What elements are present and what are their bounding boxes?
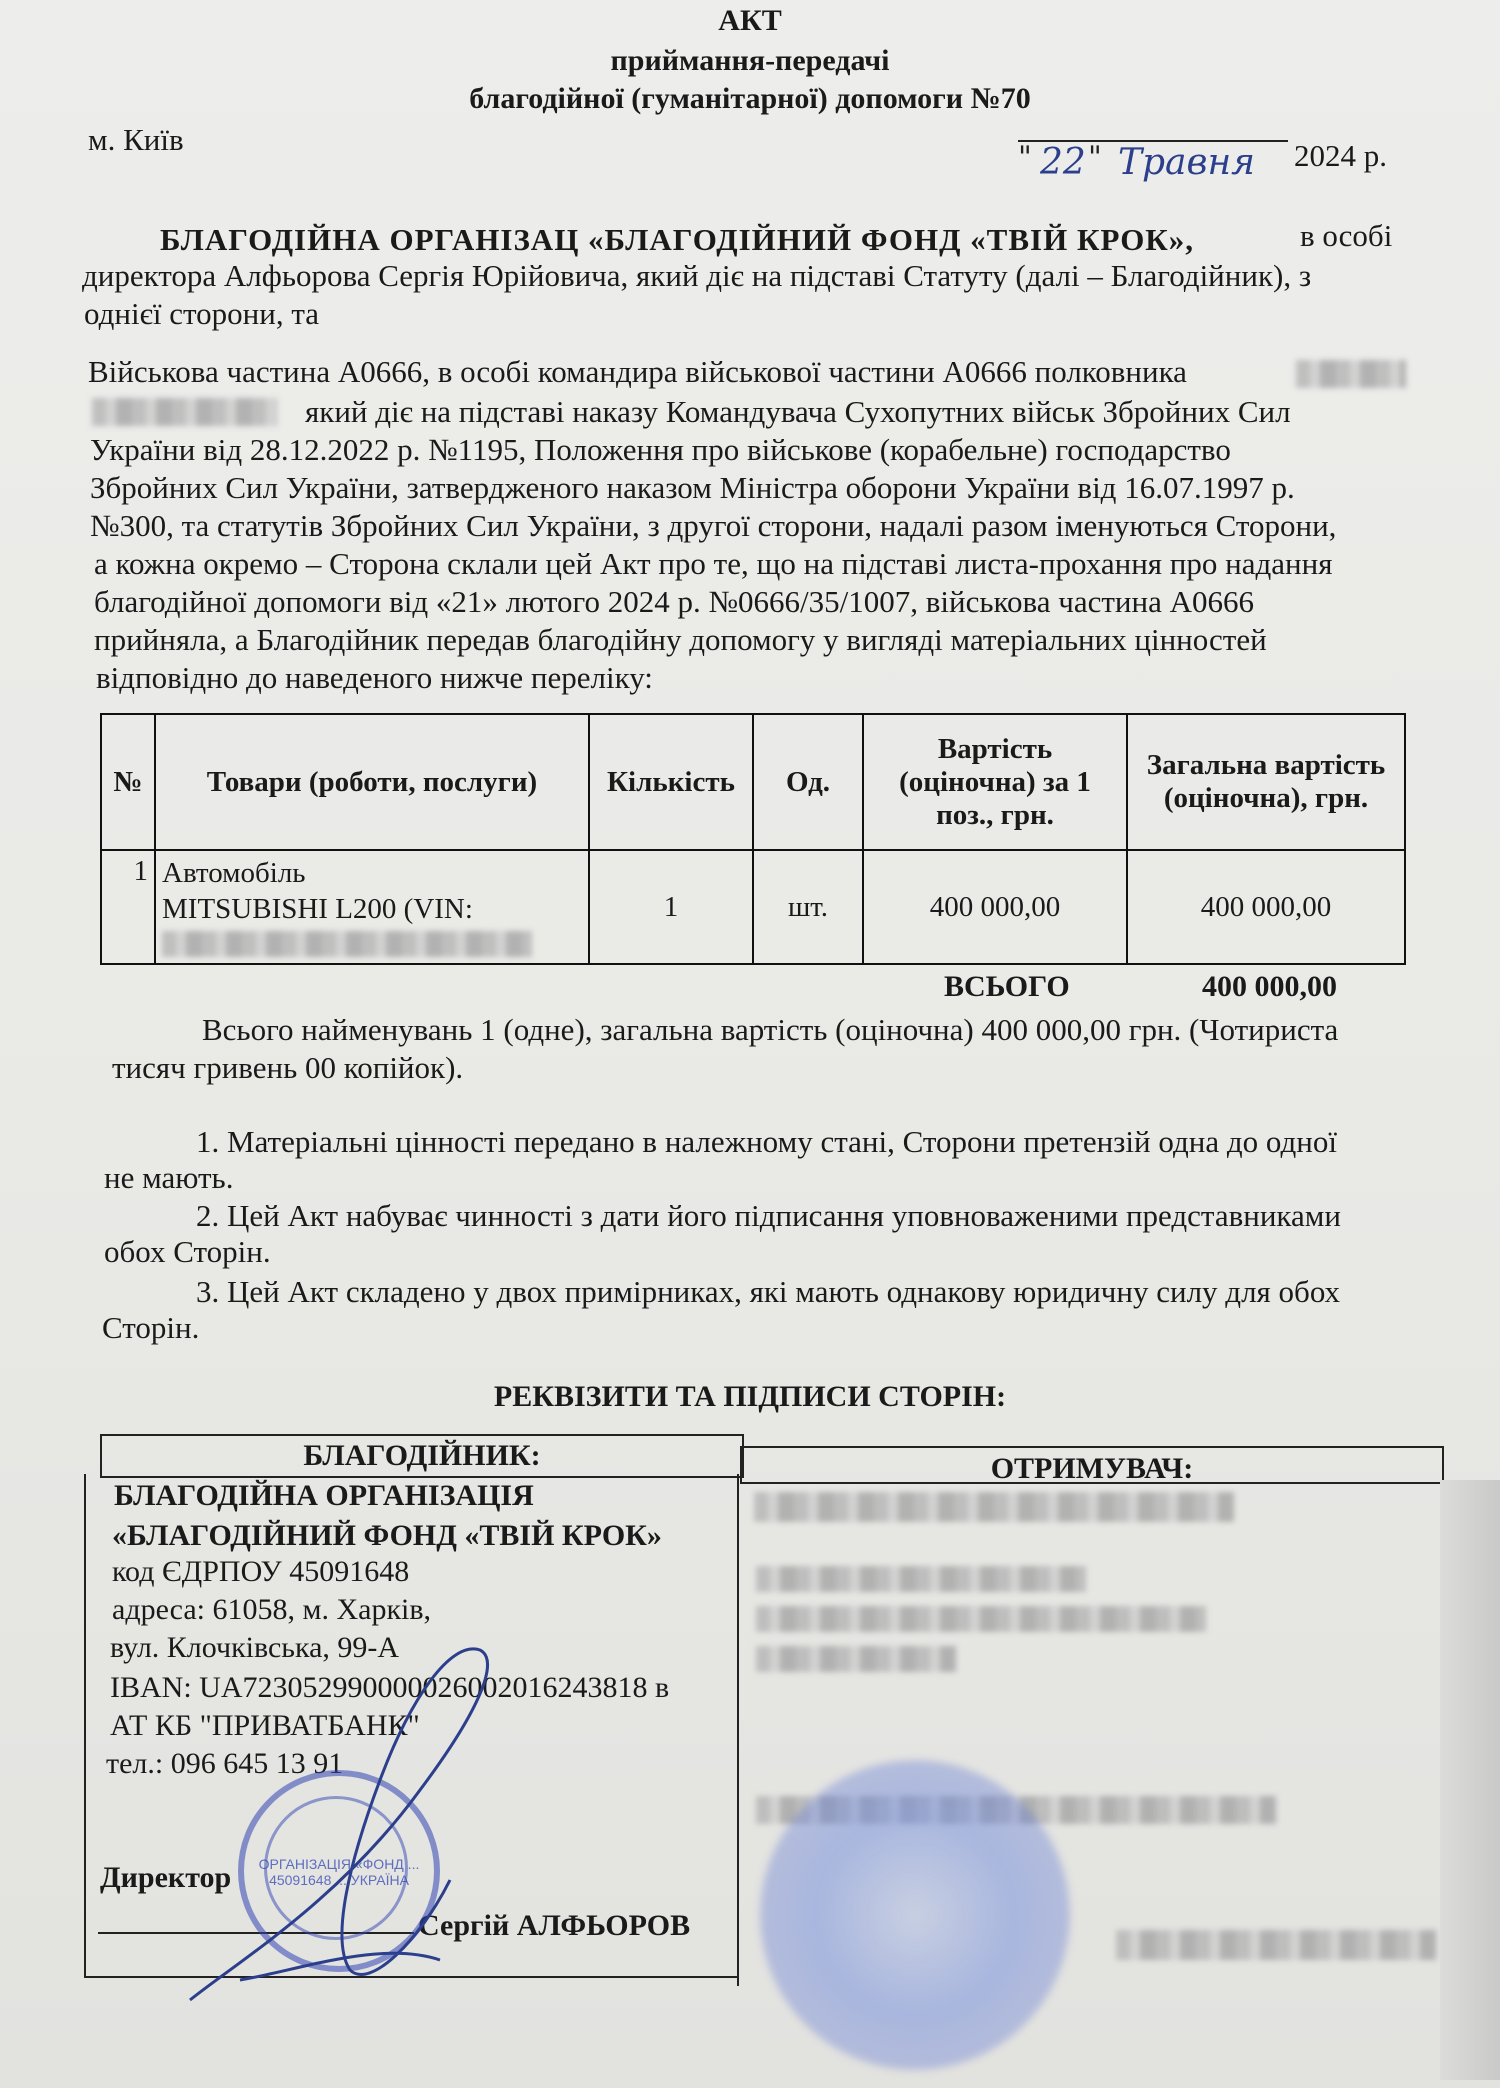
donor-bank: АТ КБ "ПРИВАТБАНК" — [110, 1709, 420, 1742]
paragraph2-line6: а кожна окремо – Сторона склали цей Акт про те, що на підставі листа-прохання про надання — [94, 546, 1333, 581]
total-value: 400 000,00 — [1202, 970, 1337, 1003]
date-quote-close: " — [1088, 140, 1102, 175]
requisites-title: РЕКВІЗИТИ ТА ПІДПИСИ СТОРІН: — [493, 1380, 1007, 1413]
donor-header-box — [100, 1434, 744, 1478]
col-header-unit-price: Вартість (оціночна) за 1 поз., грн. — [863, 714, 1127, 850]
donor-name-line1: БЛАГОДІЙНА ОРГАНІЗАЦІЯ — [114, 1479, 534, 1512]
clause-2-cont: обох Сторін. — [104, 1234, 271, 1269]
redacted-name-2 — [92, 398, 277, 426]
clause-1-cont: не мають. — [104, 1160, 234, 1195]
donor-signer: Сергій АЛФЬОРОВ — [418, 1909, 691, 1942]
items-table — [100, 713, 1406, 965]
row-unit: шт. — [753, 850, 863, 964]
donor-iban: IBAN: UA723052990000026002016243818 в — [110, 1671, 670, 1704]
paragraph2-line9: відповідно до наведеного нижче переліку: — [96, 660, 653, 695]
row-item — [155, 850, 589, 964]
col-header-unit: Од. — [753, 714, 863, 850]
paragraph2-line1: Військова частина А0666, в особі командира військової частини А0666 полковника — [88, 354, 1187, 389]
signature-scribble-icon — [180, 1640, 580, 2020]
paragraph1-line3: однієї сторони, та — [84, 296, 320, 331]
doc-title: АКТ — [718, 4, 782, 37]
row-total: 400 000,00 — [1127, 850, 1405, 964]
doc-subtitle: приймання-передачі — [610, 44, 890, 77]
clause-3: 3. Цей Акт складено у двох примірниках, які мають однакову юридичну силу для обох — [196, 1274, 1341, 1309]
row-price: 400 000,00 — [863, 850, 1127, 964]
doc-subtitle-2: благодійної (гуманітарної) допомоги №70 — [469, 82, 1031, 115]
paragraph2-line7: благодійної допомоги від «21» лютого 2024 р. №0666/35/1007, військова частина А0666 — [94, 584, 1254, 619]
redacted-recipient-code — [756, 1566, 1086, 1592]
page-edge — [1440, 1480, 1500, 2080]
donor-name-line2: «БЛАГОДІЙНИЙ ФОНД «ТВІЙ КРОК» — [112, 1519, 662, 1552]
donor-phone: тел.: 096 645 13 91 — [106, 1747, 344, 1780]
donor-heading: БЛАГОДІЙНИК: — [303, 1439, 541, 1472]
donor-address-1: адреса: 61058, м. Харків, — [112, 1593, 432, 1626]
donor-address-2: вул. Клочківська, 99-А — [110, 1631, 400, 1664]
col-header-number: № — [101, 714, 155, 850]
paragraph1-line1-end: в особі — [1300, 218, 1393, 253]
donor-code: код ЄДРПОУ 45091648 — [112, 1555, 410, 1588]
paragraph2-line5: №300, та статутів Збройних Сил України, з другої сторони, надалі разом іменуються Сторони, — [90, 508, 1337, 543]
col-header-item: Товари (роботи, послуги) — [155, 714, 589, 850]
paragraph2-line8: прийняла, а Благодійник передав благодійну допомогу у вигляді матеріальних цінностей — [94, 622, 1267, 657]
summary-line1: Всього найменувань 1 (одне), загальна вартість (оціночна) 400 000,00 грн. (Чотириста — [202, 1012, 1339, 1047]
redacted-recipient-name — [754, 1492, 1234, 1522]
paragraph2-line3: України від 28.12.2022 р. №1195, Положення про військове (корабельне) господарство — [90, 432, 1231, 467]
donor-left-border — [84, 1474, 86, 1978]
redacted-recipient-address — [756, 1606, 1206, 1632]
donor-name-bold: БЛАГОДІЙНА ОРГАНІЗАЦ «БЛАГОДІЙНИЙ ФОНД «ТВІЙ КРОК», — [160, 222, 1195, 257]
recipient-header-box — [740, 1446, 1444, 1484]
table-header-row — [101, 714, 1405, 850]
clause-3-cont: Сторін. — [102, 1310, 200, 1345]
paragraph1-line2: директора Алфьорова Сергія Юрійовича, який діє на підставі Статуту (далі – Благодійник), з — [82, 258, 1312, 293]
row-item-line2: MITSUBISHI L200 (VIN: — [162, 893, 473, 925]
col-header-total: Загальна вартість (оціночна), грн. — [1127, 714, 1405, 850]
redacted-recipient-city — [756, 1646, 956, 1672]
total-label: ВСЬОГО — [944, 970, 1070, 1003]
place: м. Київ — [88, 122, 184, 157]
row-number: 1 — [101, 850, 155, 964]
date-month: Травня — [1118, 142, 1256, 183]
date-day: 22 — [1040, 142, 1086, 183]
paragraph2-line2: який діє на підставі наказу Командувача Сухопутних військ Збройних Сил — [305, 394, 1291, 429]
row-item-line1: Автомобіль — [162, 857, 306, 889]
recipient-stamp-blurred — [760, 1760, 1070, 2070]
date-year: 2024 р. — [1294, 138, 1387, 173]
donor-role: Директор — [100, 1861, 232, 1894]
clause-1: 1. Матеріальні цінності передано в належному стані, Сторони претензій одна до одної — [196, 1124, 1337, 1159]
divider-vertical — [737, 1474, 739, 1986]
row-qty: 1 — [589, 850, 753, 964]
paragraph2-line4: Збройних Сил України, затвердженого наказом Міністра оборони України від 16.07.1997 р. — [90, 470, 1295, 505]
redacted-name-1 — [1296, 360, 1406, 388]
clause-2: 2. Цей Акт набуває чинності з дати його підписання уповноваженими представниками — [196, 1198, 1341, 1233]
redacted-recipient-signer — [1116, 1930, 1436, 1960]
table-row — [101, 850, 1405, 964]
recipient-heading: ОТРИМУВАЧ: — [990, 1452, 1194, 1485]
summary-line2: тисяч гривень 00 копійок). — [112, 1050, 464, 1085]
redacted-vin — [162, 931, 532, 957]
col-header-qty: Кількість — [589, 714, 753, 850]
date-quote-open: " — [1018, 140, 1032, 175]
stamp-text: ОРГАНІЗАЦІЯ «ФОНД ... 45091648 ... УКРАЇНА — [258, 1856, 420, 1888]
